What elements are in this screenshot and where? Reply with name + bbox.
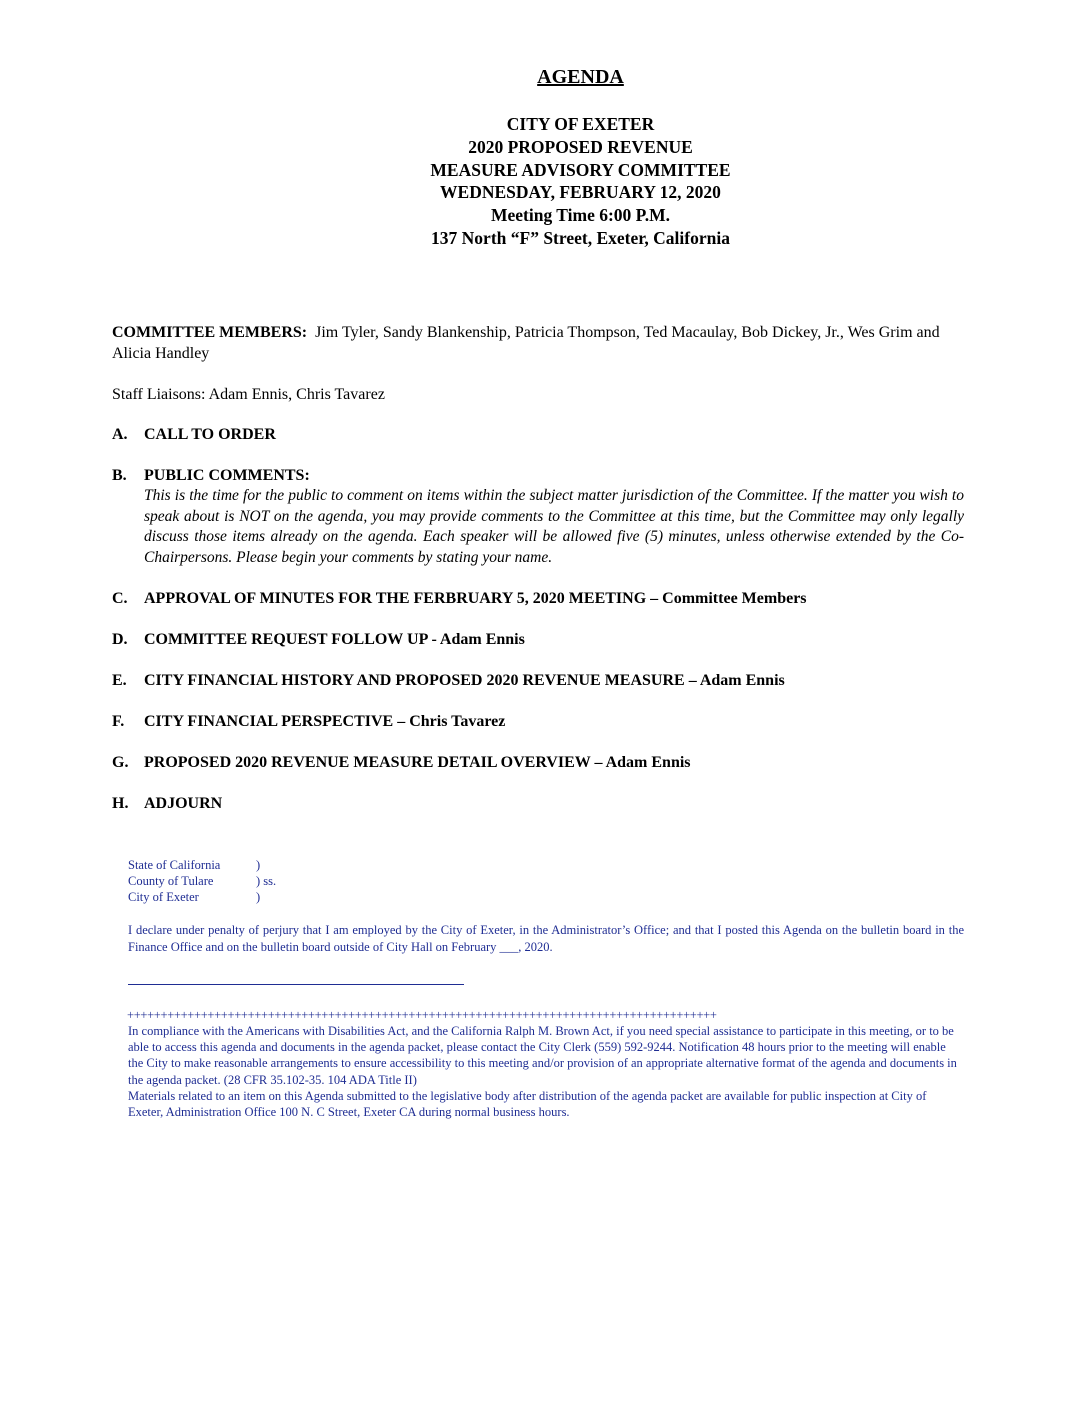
item-text: CITY FINANCIAL HISTORY AND PROPOSED 2020 REVENUE MEASURE – Adam Ennis	[144, 672, 785, 689]
affidavit-state: State of California	[128, 858, 221, 872]
committee-members-label: COMMITTEE MEMBERS:	[112, 324, 308, 341]
staff-liaisons: Staff Liaisons: Adam Ennis, Chris Tavarez	[112, 386, 385, 403]
header-measure: 2020 PROPOSED REVENUE	[468, 136, 693, 157]
agenda-item-a	[112, 424, 276, 445]
ss-mark: ss.	[263, 874, 277, 888]
header-committee: MEASURE ADVISORY COMMITTEE	[430, 159, 731, 180]
posting-declaration: I declare under penalty of perjury that I am employed by the City of Exeter, in the Administrator’s Office; and that I posted this Agenda on the bulletin board in the Finance Office and on the bulletin board outside of City Hall on February ___, 2020.	[128, 923, 964, 954]
agenda-item-h	[112, 793, 222, 814]
affidavit-row	[128, 889, 296, 905]
item-letter: E.	[112, 672, 127, 689]
item-letter: D.	[112, 631, 128, 648]
affidavit-bracket	[256, 873, 296, 889]
ada-notice: In compliance with the Americans with Disabilities Act, and the California Ralph M. Brown Act, if you need special assistance to participate in this meeting, or to be able to access this agenda and documents in the agenda packet, please contact the City Clerk (559) 592-9244. Notification 48 hours prior to the meeting will enable the City to make reasonable arrangements to ensure accessibility to this meeting and/or provision of an appropriate alternative format of the agenda and documents in the agenda packet. (28 CFR 35.102-35. 104 ADA Title II)	[128, 1024, 957, 1087]
agenda-item-c	[112, 588, 807, 609]
bracket-mark: )	[256, 874, 261, 888]
signature-line	[128, 984, 464, 985]
item-text: CALL TO ORDER	[144, 426, 276, 443]
affidavit-bracket: )	[256, 890, 261, 904]
affidavit-row	[128, 873, 296, 889]
agenda-item-e	[112, 670, 785, 691]
affidavit-city: City of Exeter	[128, 890, 199, 904]
item-letter: A.	[112, 426, 128, 443]
committee-members	[112, 322, 972, 364]
item-letter: B.	[112, 467, 127, 484]
affidavit-row	[128, 857, 296, 873]
item-text: ADJOURN	[144, 795, 223, 812]
committee-members-names: Jim Tyler, Sandy Blankenship, Patricia Thompson, Ted Macaulay, Bob Dickey, Jr., Wes Grim and Alicia Handley	[112, 324, 940, 362]
meeting-header	[0, 113, 1088, 250]
header-city: CITY OF EXETER	[506, 114, 655, 134]
posting-affidavit	[128, 857, 296, 905]
agenda-item-d	[112, 629, 525, 650]
public-comments-description: This is the time for the public to comment on items within the subject matter jurisdiction of the Committee. If the matter you wish to speak about is NOT on the agenda, you may provide comments to the Committee at this time, but the Committee may only legally discuss those items already on the agenda. Each speaker will be allowed five (5) minutes, unless otherwise extended by the Co-Chairpersons. Please begin your comments by stating your name.	[144, 487, 964, 566]
separator-line: ++++++++++++++++++++++++++++++++++++++++++++++++++++++++++++++++++++++++++++++++++++++++	[127, 1008, 717, 1022]
agenda-item-g	[112, 752, 691, 773]
affidavit-bracket: )	[256, 858, 261, 872]
item-text: APPROVAL OF MINUTES FOR THE FERBRUARY 5, 2020 MEETING – Committee Members	[144, 590, 807, 607]
item-letter: C.	[112, 590, 128, 607]
agenda-item-f	[112, 711, 505, 732]
item-letter: H.	[112, 795, 129, 812]
item-text: PUBLIC COMMENTS:	[144, 467, 310, 484]
materials-notice: Materials related to an item on this Agenda submitted to the legislative body after distribution of the agenda packet are available for public inspection at City of Exeter, Administration Office 100 N. C Street, Exeter CA during normal business hours.	[128, 1088, 927, 1120]
item-text: PROPOSED 2020 REVENUE MEASURE DETAIL OVERVIEW – Adam Ennis	[144, 754, 691, 771]
header-date: WEDNESDAY, FEBRUARY 12, 2020	[440, 182, 721, 203]
compliance-notice	[128, 1023, 964, 1120]
agenda-item-b	[112, 465, 310, 486]
agenda-title: AGENDA	[537, 66, 624, 88]
item-letter: F.	[112, 713, 125, 730]
header-time: Meeting Time 6:00 P.M.	[490, 205, 671, 226]
header-address: 137 North “F” Street, Exeter, California	[431, 227, 730, 248]
affidavit-county: County of Tulare	[128, 874, 214, 888]
item-text: CITY FINANCIAL PERSPECTIVE – Chris Tavarez	[144, 713, 506, 730]
item-letter: G.	[112, 754, 129, 771]
item-text: COMMITTEE REQUEST FOLLOW UP - Adam Ennis	[144, 631, 525, 648]
